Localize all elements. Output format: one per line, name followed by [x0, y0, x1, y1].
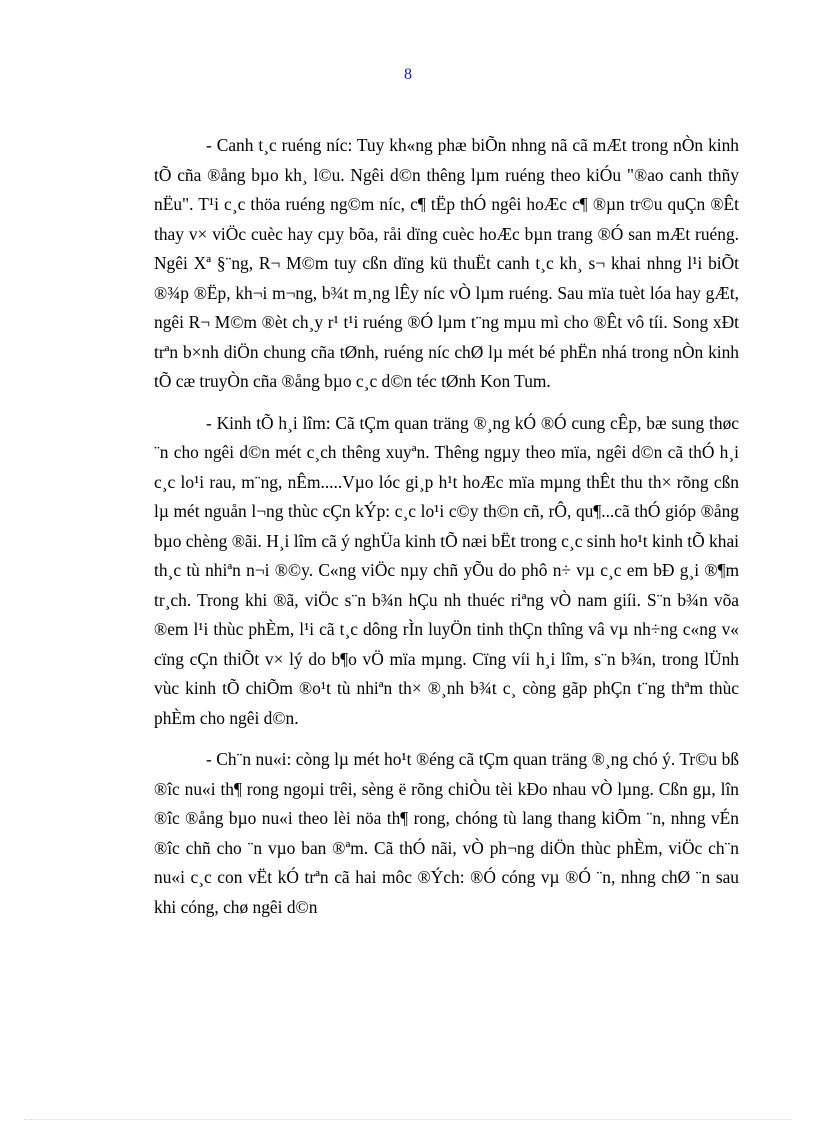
- body-text: [154, 131, 739, 934]
- page-bottom-border: [24, 1119, 792, 1120]
- paragraph-hai-luom: - Kinh tÕ h¸i lîm: Cã tÇm quan träng ®¸ng kÓ ®Ó cung cÊp, bæ sung thøc ¨n cho ngêi d©n mét c¸ch thêng xuyªn. Thêng ngµy theo mïa, ngêi d©n cã thÓ h¸i c¸c lo¹i rau, m¨ng, nÊm.....Vµo lóc gi¸p h¹t hoÆc mïa mµng thÊt thu th× rõng cßn lµ mét nguån l¬ng thùc cÇn kÝp: c¸c lo¹i c©y th©n cñ, rÔ, qu¶...cã thÓ gióp ®ång bµo chèng ®ãi. H¸i lîm cã ý nghÜa kinh tÕ næi bËt trong c¸c sinh ho¹t kinh tÕ khai th¸c tù nhiªn n¬i ®©y. C«ng viÖc nµy chñ yÕu do phô n÷ vµ c¸c em bÐ g¸i ®¶m tr¸ch. Trong khi ®ã, viÖc s¨n b¾n hÇu nh thuéc riªng vÒ nam giíi. S¨n b¾n võa ®em l¹i thùc phÈm, l¹i cã t¸c dông rÌn luyÖn tinh thÇn thîng vâ vµ nh÷ng c«ng v« cïng cÇn thiÕt v× lý do b¶o vÖ mïa mµng. Cïng víi h¸i lîm, s¨n b¾n, trong lÜnh vùc kinh tÕ chiÕm ®o¹t tù nhiªn th× ®¸nh b¾t c¸ còng gãp phÇn t¨ng thªm thùc phÈm cho ngêi d©n.: [154, 412, 739, 728]
- page-number: 8: [404, 66, 412, 83]
- paragraph-chan-nuoi: - Ch¨n nu«i: còng lµ mét ho¹t ®éng cã tÇm quan träng ®¸ng chó ý. Tr©u bß ®îc nu«i th¶ rong ngoµi trêi, sèng ë rõng chiÒu tèi kÐo nhau vÒ lµng. Cßn gµ, lîn ®îc ®ång bµo nu«i theo lèi nöa th¶ rong, chóng tù lang thang kiÕm ¨n, nhng vÉn ®îc chñ cho ¨n vµo ban ®ªm. Cã thÓ nãi, vÒ ph¬ng diÖn thùc phÈm, viÖc ch¨n nu«i c¸c con vËt kÓ trªn cã hai môc ®Ých: ®Ó cóng vµ ®Ó ¨n, nhng chØ ¨n sau khi cóng, chø ngêi d©n: [154, 749, 739, 917]
- paragraph-canh-tac: - Canh t¸c ruéng níc: Tuy kh«ng phæ biÕn nhng nã cã mÆt trong nÒn kinh tÕ cña ®ång bµo kh¸ l©u. Ngêi d©n thêng lµm ruéng theo kiÓu "®ao canh thñy nËu". T¹i c¸c thöa ruéng ng©m níc, c¶ tËp thÓ ngêi hoÆc c¶ ®µn tr©u quÇn ®Êt thay v× viÖc cuèc hay cµy bõa, råi dïng cuèc hoÆc bµn trang ®Ó san mÆt ruéng. Ngêi Xª §¨ng, R¬ M©m tuy cßn dïng kü thuËt canh t¸c kh¸ s¬ khai nhng l¹i biÕt ®¾p ®Ëp, kh¬i m¬ng, b¾t m¸ng lÊy níc vÒ lµm ruéng. Sau mïa tuèt lóa hay gÆt, ngêi R¬ M©m ®èt ch¸y r¹ t¹i ruéng ®Ó lµm t¨ng mµu mì cho ®Êt vô tíi. Song xÐt trªn b×nh diÖn chung cña tØnh, ruéng níc chØ lµ mét bé phËn nhá trong nÒn kinh tÕ cæ truyÒn cña ®ång bµo c¸c d©n téc tØnh Kon Tum.: [154, 135, 739, 391]
